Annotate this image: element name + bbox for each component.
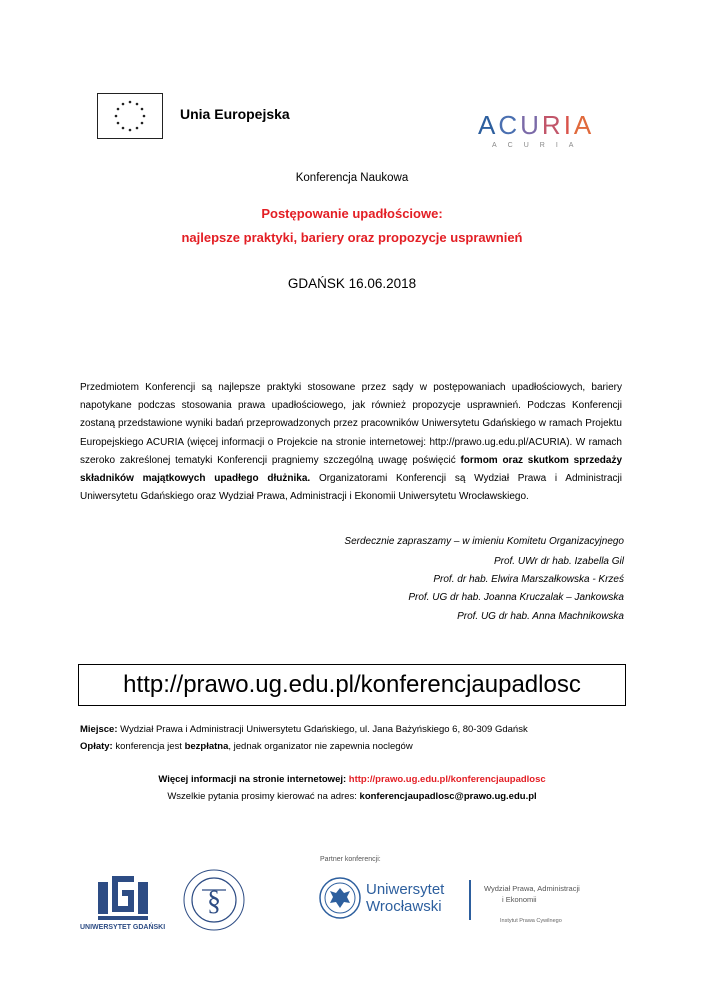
place-label: Miejsce: (80, 724, 118, 735)
eu-flag-logo (97, 93, 163, 139)
seal-logo (182, 868, 246, 937)
fees-bold: bezpłatna (184, 741, 229, 752)
eu-label: Unia Europejska (180, 106, 290, 122)
ug-logo (92, 872, 154, 927)
conference-date: GDAŃSK 16.06.2018 (287, 276, 417, 291)
place-line (80, 724, 528, 735)
eu-stars-icon (98, 94, 162, 138)
acuria-logo-subtext: ACURIA (492, 142, 585, 149)
signature-person-3: Prof. UG dr hab. Joanna Kruczalak – Jankowska (408, 592, 624, 603)
fees-post: , jednak organizator nie zapewnia noclegów (228, 741, 413, 752)
description-paragraph (80, 379, 622, 506)
fees-label: Opłaty: (80, 741, 113, 752)
place-value: Wydział Prawa i Administracji Uniwersytetu Gdańskiego, ul. Jana Bażyńskiego 6, 80-309 Gdańsk (120, 724, 528, 735)
more-info-label: Więcej informacji na stronie internetowej: (158, 774, 347, 785)
ug-label: UNIWERSYTET GDAŃSKI (80, 924, 166, 931)
questions-line (0, 791, 704, 802)
conference-type: Konferencja Naukowa (295, 172, 409, 184)
description-bold: formom oraz skutkom sprzedaży składników majątkowych upadłego dłużnika. (80, 454, 623, 485)
signature-invite: Serdecznie zapraszamy – w imieniu Komitetu Organizacyjnego (344, 536, 624, 547)
conference-title-line1: Postępowanie upadłościowe: (261, 206, 443, 221)
uwr-separator (469, 880, 471, 920)
signature-person-2: Prof. dr hab. Elwira Marszałkowska - Krześ (433, 574, 624, 585)
more-info-line (0, 774, 704, 785)
more-info-link[interactable]: http://prawo.ug.edu.pl/konferencjaupadlosc (348, 774, 546, 785)
signature-person-1: Prof. UWr dr hab. Izabella Gil (493, 556, 624, 567)
questions-email[interactable]: konferencjaupadlosc@prawo.ug.edu.pl (359, 791, 537, 802)
uwr-label-line1: Uniwersytet (366, 881, 445, 898)
conference-url-box[interactable]: http://prawo.ug.edu.pl/konferencjaupadlosc (78, 664, 626, 706)
partner-label: Partner konferencji: (320, 856, 381, 863)
svg-text:ACURIA: ACURIA (478, 110, 595, 140)
fees-pre: konferencja jest (115, 741, 182, 752)
svg-text:§: § (207, 886, 221, 917)
law-seal-icon (182, 868, 246, 932)
description-part2: Organizatorami Konferencji są Wydział Prawa i Administracji Uniwersytetu Gdańskiego oraz Wydział Prawa, Administracji i Ekonomii Uniwersytetu Wrocławskiego. (80, 473, 622, 503)
conference-title-line2: najlepsze praktyki, bariery oraz propozycje usprawnień (181, 230, 523, 245)
uwr-label-line2: Wrocławski (366, 898, 442, 915)
acuria-logo-graphic (478, 110, 620, 140)
description-part1: Przedmiotem Konferencji są najlepsze praktyki stosowane przez sądy w postępowaniach upadłościowych, bariery napotykane podczas stosowania prawa upadłościowego, jak również propozycje usprawnień. Podczas Konferencji zostaną przedstawione wyniki badań przeprowadzonych przez pracowników Uniwersytetu Gdańskiego w ramach Projektu Europejskiego ACURIA (więcej informacji o Projekcie na stronie internetowej: http://prawo.ug.edu.pl/ACURIA). W ramach szeroko zakreślonej tematyki Konferencji pragniemy szczególną uwagę poświęcić (80, 382, 622, 466)
fees-line (80, 741, 413, 752)
wpae-line1: Wydział Prawa, Administracji (484, 884, 580, 893)
ug-logo-icon (92, 872, 154, 922)
wpae-line2: i Ekonomii (502, 895, 537, 904)
signature-person-4: Prof. UG dr hab. Anna Machnikowska (457, 611, 624, 622)
uwr-eagle-icon (318, 876, 362, 920)
uwr-logo (318, 876, 362, 925)
wpae-line3: Instytut Prawa Cywilnego (500, 918, 562, 924)
questions-label: Wszelkie pytania prosimy kierować na adres: (167, 791, 357, 802)
